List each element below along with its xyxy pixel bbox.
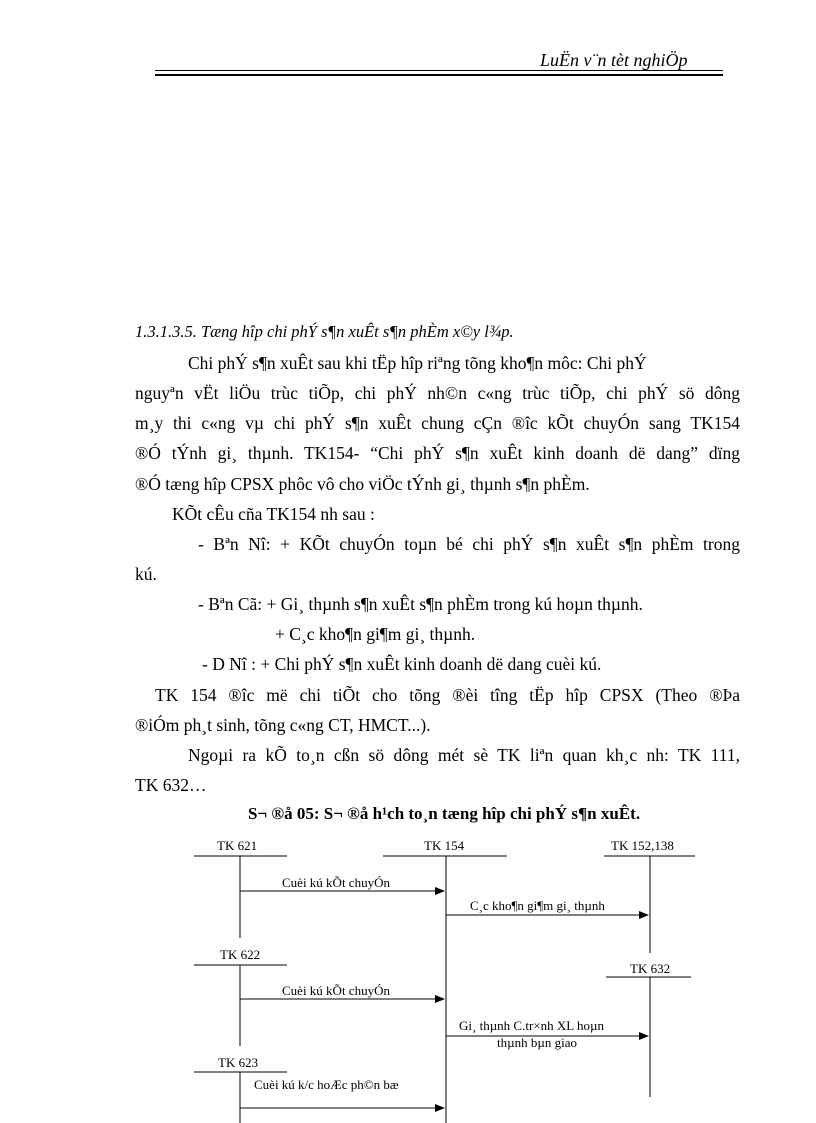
paragraph-line: nguyªn vËt liÖu trùc tiÕp, chi phÝ nh©n c«ng trùc tiÕp, chi phÝ sö dông bbox=[135, 383, 740, 403]
debit-balance-line: - D Nî : + Chi phÝ s¶n xuÊt kinh doanh dë dang cuèi kú. bbox=[202, 654, 602, 674]
arrow-label: Cuèi kú kÕt chuyÓn bbox=[282, 875, 390, 890]
diagram-title: S¬ ®å 05: S¬ ®å h¹ch to¸n tæng hîp chi phÝ s¶n xuÊt. bbox=[248, 804, 641, 823]
structure-intro: KÕt cÊu cña TK154 nh sau : bbox=[172, 504, 375, 524]
account-label-tk621: TK 621 bbox=[217, 838, 258, 853]
debit-side-line: - Bªn Nî: + KÕt chuyÓn toµn bé chi phÝ s¶n xuÊt s¶n phÈm trong bbox=[198, 534, 740, 554]
section-title: 1.3.1.3.5. Tæng hîp chi phÝ s¶n xuÊt s¶n phÈm x©y l¾p. bbox=[135, 322, 514, 341]
debit-side-line: kú. bbox=[135, 564, 157, 584]
paragraph-line: ®iÓm ph¸t sinh, tõng c«ng CT, HMCT...). bbox=[135, 715, 431, 735]
arrow-label: Cuèi kú k/c hoÆc ph©n bæ bbox=[254, 1077, 399, 1092]
arrow-label: Gi¸ thµnh C.tr×nh XL hoµn bbox=[459, 1018, 604, 1033]
arrow-label: C¸c kho¶n gi¶m gi¸ thµnh bbox=[470, 898, 605, 913]
account-label-tk632: TK 632 bbox=[630, 961, 671, 976]
account-label-tk152-138: TK 152,138 bbox=[611, 838, 674, 853]
paragraph-line: ®Ó tÝnh gi¸ thµnh. TK154- “Chi phÝ s¶n xuÊt kinh doanh dë dang” dïng bbox=[135, 443, 740, 463]
paragraph-line: Ngoµi ra kÕ to¸n cßn sö dông mét sè TK liªn quan kh¸c nh: TK 111, bbox=[188, 745, 740, 765]
paragraph-line: ®Ó tæng hîp CPSX phôc vô cho viÖc tÝnh gi¸ thµnh s¶n phÈm. bbox=[135, 474, 590, 494]
paragraph-line: m¸y thi c«ng vµ chi phÝ s¶n xuÊt chung cÇn ®îc kÕt chuyÓn sang TK154 bbox=[135, 413, 740, 433]
account-label-tk623: TK 623 bbox=[218, 1055, 259, 1070]
account-label-tk154: TK 154 bbox=[424, 838, 465, 853]
paragraph-text: Chi phÝ s¶n xuÊt sau khi tËp hîp riªng tõng kho¶n môc: Chi phÝ bbox=[188, 353, 647, 373]
credit-side-line: - Bªn Cã: + Gi¸ thµnh s¶n xuÊt s¶n phÈm trong kú hoµn thµnh. bbox=[198, 594, 643, 614]
paragraph-line: TK 154 ®îc më chi tiÕt cho tõng ®èi tîng tËp hîp CPSX (Theo ®Þa bbox=[155, 685, 740, 705]
account-label-tk622: TK 622 bbox=[220, 947, 261, 962]
arrow-label: Cuèi kú kÕt chuyÓn bbox=[282, 983, 390, 998]
arrow-label: thµnh bµn giao bbox=[497, 1035, 577, 1050]
credit-side-line: + C¸c kho¶n gi¶m gi¸ thµnh. bbox=[275, 624, 476, 644]
paragraph-line: TK 632… bbox=[135, 775, 207, 795]
document-header-title: LuËn v¨n tèt nghiÖp bbox=[540, 50, 688, 70]
